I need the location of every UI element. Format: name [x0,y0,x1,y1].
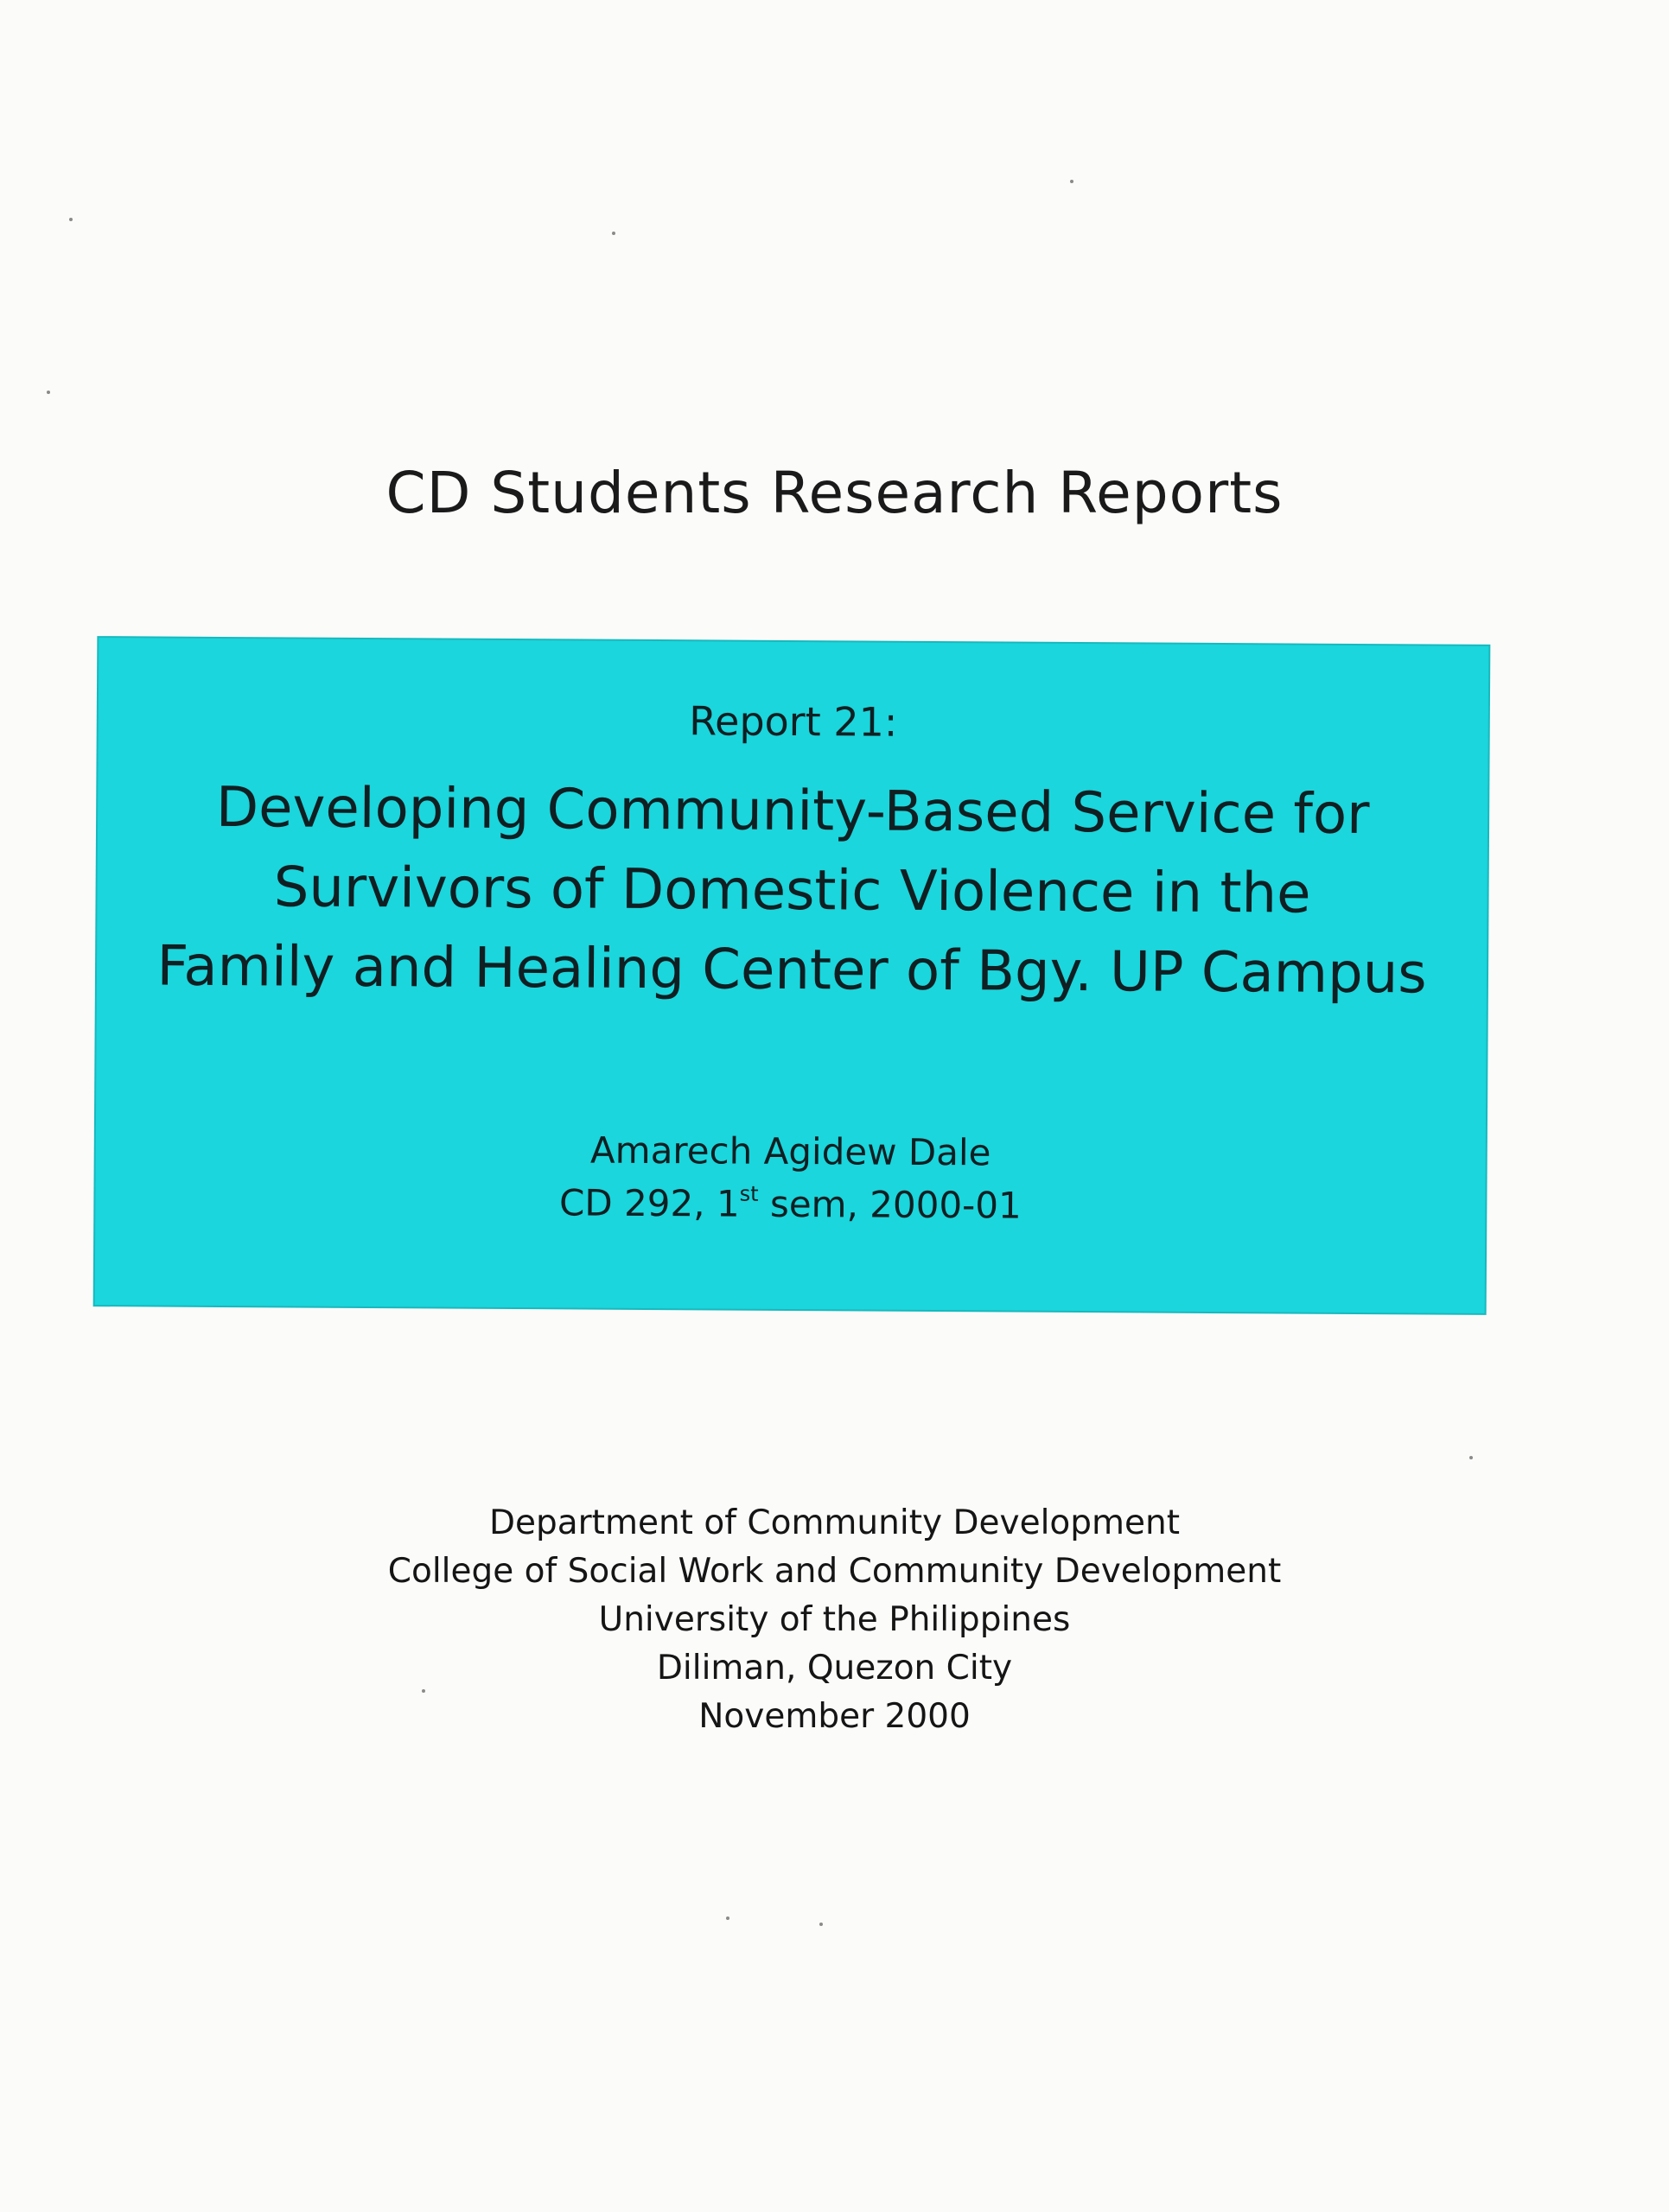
report-cover-panel [95,638,1489,1313]
report-title-line: Developing Community-Based Service for [215,775,1370,848]
scan-speck [47,391,50,394]
scan-speck [726,1916,729,1920]
course-suffix: sem, 2000-01 [758,1182,1022,1227]
affiliation-line: Diliman, Quezon City [656,1649,1013,1688]
scan-speck [1469,1456,1473,1459]
course-superscript: st [739,1181,759,1206]
scan-speck [1070,180,1073,183]
affiliation-block [0,1499,1669,1741]
affiliation-line: College of Social Work and Community Development [387,1552,1282,1591]
course-prefix: CD 292, 1 [558,1181,740,1225]
author-name: Amarech Agidew Dale [589,1128,991,1174]
series-title: CD Students Research Reports [385,460,1284,526]
report-title-line: Family and Healing Center of Bgy. UP Campus [156,934,1427,1007]
affiliation-line: University of the Philippines [598,1600,1071,1639]
scan-speck [612,232,615,235]
scan-speck [69,218,73,221]
report-title [97,767,1488,1014]
report-title-line: Survivors of Domestic Violence in the [273,855,1311,926]
scan-speck [819,1923,823,1926]
affiliation-line: Department of Community Development [488,1503,1181,1542]
course-info [95,1178,1485,1230]
report-number: Report 21: [689,697,898,746]
affiliation-line: November 2000 [698,1697,971,1736]
